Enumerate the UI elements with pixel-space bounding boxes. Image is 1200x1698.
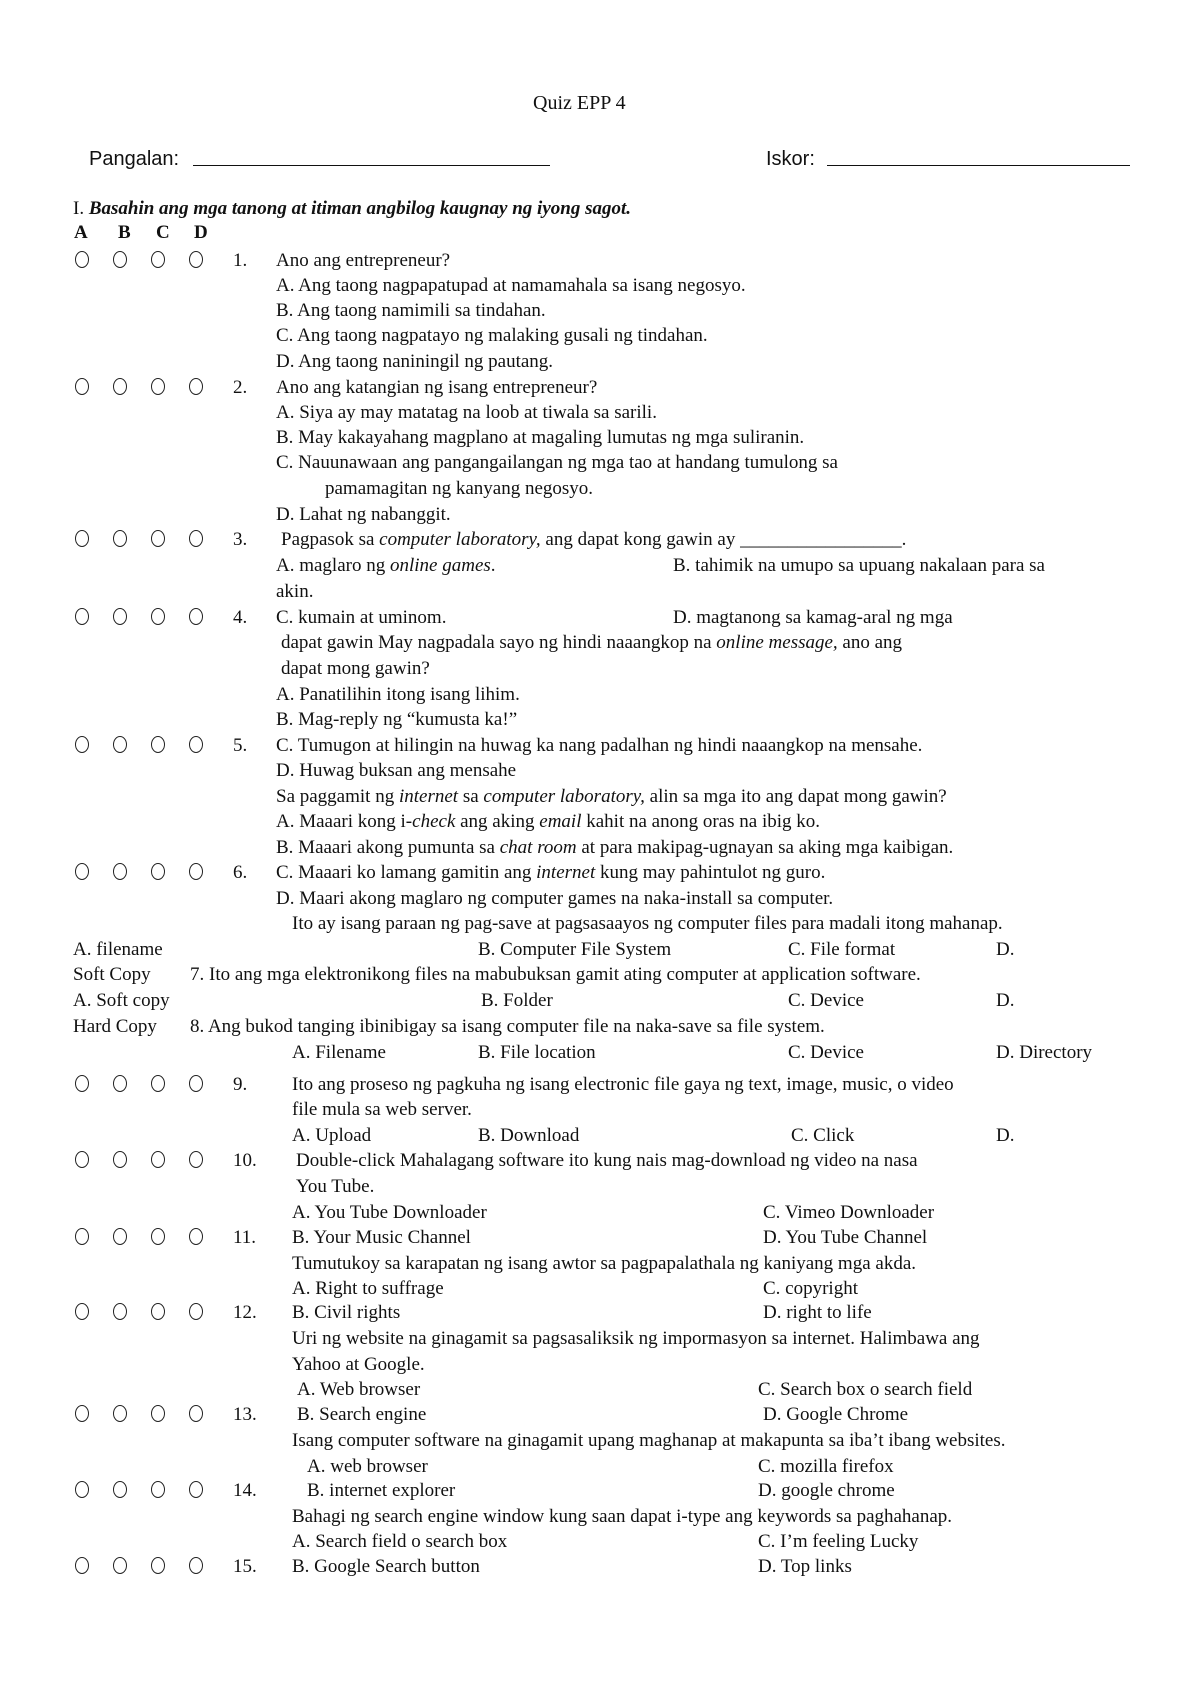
question-text: Bahagi ng search engine window kung saan dapat i-type ang keywords sa paghahanap. — [292, 1506, 953, 1527]
question-number: 12. — [233, 1302, 257, 1323]
answer-option: D. Directory — [996, 1042, 1093, 1063]
text-run-italic: computer laboratory, — [483, 786, 645, 807]
question-text: Ano ang katangian ng isang entrepreneur? — [276, 377, 598, 398]
answer-option — [276, 811, 820, 833]
answer-option: B. Download — [478, 1125, 580, 1146]
bubble-b[interactable] — [113, 608, 127, 625]
text-run-italic: email — [539, 811, 582, 832]
bubble-c[interactable] — [151, 1228, 165, 1245]
question-text-continued: Yahoo at Google. — [292, 1354, 425, 1375]
bubble-a[interactable] — [75, 1075, 89, 1092]
text-run: Pagpasok sa — [281, 529, 380, 550]
answer-option — [276, 837, 953, 859]
answer-option: A. Panatilihin itong isang lihim. — [276, 684, 520, 705]
bubble-d[interactable] — [189, 378, 203, 395]
answer-option: C. copyright — [763, 1278, 858, 1299]
bubble-c[interactable] — [151, 1557, 165, 1574]
answer-option: B. Folder — [481, 990, 553, 1011]
answer-option: A. Right to suffrage — [292, 1278, 444, 1299]
answer-option: D. You Tube Channel — [763, 1227, 928, 1248]
answer-option: A. Siya ay may matatag na loob at tiwala sa sarili. — [276, 402, 657, 423]
text-run: at para makipag-ugnayan sa aking mga kaibigan. — [576, 837, 954, 858]
question-number: 9. — [233, 1074, 248, 1095]
bubble-c[interactable] — [151, 736, 165, 753]
question-text: Uri ng website na ginagamit sa pagsasaliksik ng impormasyon sa internet. Halimbawa ang — [292, 1328, 980, 1349]
text-run: kung may pahintulot ng guro. — [595, 862, 826, 883]
bubble-d[interactable] — [189, 736, 203, 753]
answer-bubbles-1 — [75, 251, 227, 268]
answer-option: A. web browser — [307, 1456, 428, 1477]
text-run-italic: online message, — [716, 632, 838, 653]
text-run-italic: computer laboratory, — [379, 529, 541, 550]
answer-option: D. Lahat ng nabanggit. — [276, 504, 451, 525]
bubble-d[interactable] — [189, 1481, 203, 1498]
question-text: Ito ay isang paraan ng pag-save at pagsasaayos ng computer files para madali itong mahanap. — [292, 913, 1003, 934]
answer-option: B. Civil rights — [292, 1302, 401, 1323]
answer-option — [276, 862, 825, 884]
answer-bubbles-10 — [75, 1151, 227, 1168]
bubble-c[interactable] — [151, 1481, 165, 1498]
bubble-b[interactable] — [113, 736, 127, 753]
bubble-b[interactable] — [113, 1151, 127, 1168]
question-number: 4. — [233, 607, 248, 628]
column-header-d: D — [194, 222, 208, 243]
text-run: Sa paggamit ng — [276, 786, 399, 807]
answer-option: B. File location — [478, 1042, 596, 1063]
answer-option: A. Ang taong nagpapatupad at namamahala sa isang negosyo. — [276, 275, 746, 296]
text-run: ano ang — [837, 632, 903, 653]
text-run: ang aking — [455, 811, 540, 832]
answer-option: C. Click — [791, 1125, 855, 1146]
text-run: ang dapat kong gawin ay _________________. — [540, 529, 907, 550]
question-number: 3. — [233, 529, 248, 550]
answer-option: B. Computer File System — [478, 939, 672, 960]
bubble-b[interactable] — [113, 1557, 127, 1574]
question-text — [276, 786, 947, 808]
bubble-c[interactable] — [151, 1075, 165, 1092]
bubble-b[interactable] — [113, 1075, 127, 1092]
answer-bubbles-4 — [75, 608, 227, 625]
answer-option — [276, 555, 496, 577]
text-run: B. Maaari akong pumunta sa — [276, 837, 500, 858]
bubble-d[interactable] — [189, 530, 203, 547]
answer-bubbles-5 — [75, 736, 227, 753]
answer-option: C. Device — [788, 1042, 864, 1063]
answer-option: C. File format — [788, 939, 896, 960]
answer-option: A. Search field o search box — [292, 1531, 508, 1552]
question-text: Ito ang proseso ng pagkuha ng isang electronic file gaya ng text, image, music, o video — [292, 1074, 954, 1095]
score-label: Iskor: — [766, 148, 815, 170]
bubble-a[interactable] — [75, 1228, 89, 1245]
bubble-c[interactable] — [151, 1405, 165, 1422]
answer-option: A. filename — [73, 939, 163, 960]
bubble-d[interactable] — [189, 1405, 203, 1422]
question-text — [281, 632, 902, 654]
answer-option: B. Ang taong namimili sa tindahan. — [276, 300, 546, 321]
bubble-a[interactable] — [75, 1481, 89, 1498]
answer-bubbles-12 — [75, 1303, 227, 1320]
bubble-b[interactable] — [113, 863, 127, 880]
answer-bubbles-15 — [75, 1557, 227, 1574]
answer-bubbles-9 — [75, 1075, 227, 1092]
section-instruction: Basahin ang mga tanong at itiman angbilog kaugnay ng iyong sagot. — [88, 198, 631, 219]
answer-option: C. kumain at uminom. — [276, 607, 447, 628]
answer-option: D. Huwag buksan ang mensahe — [276, 760, 517, 781]
bubble-b[interactable] — [113, 1228, 127, 1245]
answer-option: C. Tumugon at hilingin na huwag ka nang padalhan ng hindi naaangkop na mensahe. — [276, 735, 923, 756]
answer-option: D. right to life — [763, 1302, 872, 1323]
answer-option: C. Nauunawaan ang pangangailangan ng mga tao at handang tumulong sa — [276, 452, 838, 473]
page-title: Quiz EPP 4 — [533, 92, 626, 114]
answer-option: C. Device — [788, 990, 864, 1011]
answer-option: B. internet explorer — [307, 1480, 456, 1501]
answer-option: B. Your Music Channel — [292, 1227, 471, 1248]
answer-option-continued: pamamagitan ng kanyang negosyo. — [325, 478, 594, 499]
bubble-a[interactable] — [75, 251, 89, 268]
overlapping-text: Hard Copy — [73, 1016, 157, 1037]
question-text-continued: You Tube. — [296, 1176, 375, 1197]
answer-option: D. Top links — [758, 1556, 852, 1577]
answer-option: C. Search box o search field — [758, 1379, 973, 1400]
text-run: dapat gawin May nagpadala sayo ng hindi naaangkop na — [281, 632, 717, 653]
question-number: 15. — [233, 1556, 257, 1577]
answer-option: A. Web browser — [297, 1379, 421, 1400]
question-number: 1. — [233, 250, 248, 271]
bubble-d[interactable] — [189, 1151, 203, 1168]
answer-option: D. Ang taong naniningil ng pautang. — [276, 351, 554, 372]
text-run-italic: internet — [536, 862, 596, 883]
bubble-c[interactable] — [151, 1151, 165, 1168]
bubble-d[interactable] — [189, 1228, 203, 1245]
question-number: 2. — [233, 377, 248, 398]
text-run: C. Maaari ko lamang gamitin ang — [276, 862, 537, 883]
section-heading — [73, 198, 631, 220]
bubble-c[interactable] — [151, 530, 165, 547]
text-run: kahit na anong oras na ibig ko. — [581, 811, 821, 832]
text-run-italic: chat room — [499, 837, 577, 858]
bubble-b[interactable] — [113, 378, 127, 395]
name-label: Pangalan: — [89, 148, 180, 170]
answer-option: D. magtanong sa kamag-aral ng mga — [673, 607, 953, 628]
answer-bubbles-3 — [75, 530, 227, 547]
answer-option: D. Maari akong maglaro ng computer games na naka-install sa computer. — [276, 888, 834, 909]
answer-option: B. May kakayahang magplano at magaling lumutas ng mga suliranin. — [276, 427, 805, 448]
question-number: 10. — [233, 1150, 257, 1171]
bubble-d[interactable] — [189, 1557, 203, 1574]
question-text: 8. Ang bukod tanging ibinibigay sa isang computer file na naka-save sa file system. — [190, 1016, 825, 1037]
column-header-a: A — [74, 222, 88, 243]
bubble-a[interactable] — [75, 530, 89, 547]
question-number: 6. — [233, 862, 248, 883]
question-text — [281, 529, 906, 551]
text-run-italic: online games — [389, 555, 491, 576]
answer-bubbles-13 — [75, 1405, 227, 1422]
bubble-c[interactable] — [151, 251, 165, 268]
text-run: . — [490, 555, 496, 576]
text-run: A. Maaari kong i- — [276, 811, 413, 832]
question-number: 11. — [233, 1227, 257, 1248]
bubble-c[interactable] — [151, 863, 165, 880]
bubble-a[interactable] — [75, 863, 89, 880]
bubble-c[interactable] — [151, 378, 165, 395]
bubble-b[interactable] — [113, 251, 127, 268]
answer-bubbles-2 — [75, 378, 227, 395]
question-text: 7. Ito ang mga elektronikong files na mabubuksan gamit ating computer at application software. — [190, 964, 921, 985]
bubble-d[interactable] — [189, 863, 203, 880]
answer-option: D. — [996, 990, 1015, 1011]
question-number: 5. — [233, 735, 248, 756]
bubble-b[interactable] — [113, 1303, 127, 1320]
answer-option: A. Filename — [292, 1042, 386, 1063]
answer-option: C. Ang taong nagpatayo ng malaking gusali ng tindahan. — [276, 325, 708, 346]
question-text: Tumutukoy sa karapatan ng isang awtor sa pagpapalathala ng kaniyang mga akda. — [292, 1253, 917, 1274]
bubble-c[interactable] — [151, 608, 165, 625]
answer-option: D. — [996, 1125, 1015, 1146]
bubble-d[interactable] — [189, 1303, 203, 1320]
text-run: alin sa mga ito ang dapat mong gawin? — [644, 786, 947, 807]
bubble-d[interactable] — [189, 1075, 203, 1092]
answer-option: C. I’m feeling Lucky — [758, 1531, 919, 1552]
section-roman: I. — [73, 198, 85, 219]
bubble-c[interactable] — [151, 1303, 165, 1320]
answer-bubbles-6 — [75, 863, 227, 880]
bubble-a[interactable] — [75, 608, 89, 625]
bubble-a[interactable] — [75, 1557, 89, 1574]
answer-option: C. Vimeo Downloader — [763, 1202, 935, 1223]
text-run-italic: check — [412, 811, 456, 832]
column-header-c: C — [156, 222, 170, 243]
column-header-b: B — [118, 222, 131, 243]
text-run-italic: internet — [398, 786, 459, 807]
answer-option: A. Upload — [292, 1125, 372, 1146]
bubble-b[interactable] — [113, 1405, 127, 1422]
answer-option: B. Mag-reply ng “kumusta ka!” — [276, 709, 518, 730]
bubble-a[interactable] — [75, 736, 89, 753]
answer-bubbles-11 — [75, 1228, 227, 1245]
question-number: 14. — [233, 1480, 257, 1501]
bubble-d[interactable] — [189, 251, 203, 268]
question-text: Isang computer software na ginagamit upang maghanap at makapunta sa iba’t ibang websites. — [292, 1430, 1006, 1451]
answer-option: A. Soft copy — [73, 990, 170, 1011]
bubble-b[interactable] — [113, 1481, 127, 1498]
answer-option-continued: akin. — [276, 581, 314, 602]
bubble-a[interactable] — [75, 1303, 89, 1320]
answer-option: B. Search engine — [297, 1404, 427, 1425]
question-text: Ano ang entrepreneur? — [276, 250, 451, 271]
answer-option: C. mozilla firefox — [758, 1456, 894, 1477]
answer-option: A. You Tube Downloader — [292, 1202, 487, 1223]
answer-option: B. tahimik na umupo sa upuang nakalaan para sa — [673, 555, 1045, 576]
bubble-a[interactable] — [75, 1151, 89, 1168]
name-field[interactable] — [193, 165, 550, 166]
answer-bubbles-14 — [75, 1481, 227, 1498]
overlapping-text: Soft Copy — [73, 964, 151, 985]
answer-option: D. Google Chrome — [763, 1404, 909, 1425]
answer-option: B. Google Search button — [292, 1556, 480, 1577]
answer-option: D. — [996, 939, 1015, 960]
question-text: Double-click Mahalagang software ito kung nais mag-download ng video na nasa — [296, 1150, 918, 1171]
text-run: A. maglaro ng — [276, 555, 390, 576]
bubble-a[interactable] — [75, 378, 89, 395]
text-run: sa — [458, 786, 484, 807]
bubble-a[interactable] — [75, 1405, 89, 1422]
question-text-continued: dapat mong gawin? — [281, 658, 430, 679]
question-text-continued: file mula sa web server. — [292, 1099, 472, 1120]
score-field[interactable] — [827, 165, 1130, 166]
bubble-b[interactable] — [113, 530, 127, 547]
question-number: 13. — [233, 1404, 257, 1425]
bubble-d[interactable] — [189, 608, 203, 625]
answer-option: D. google chrome — [758, 1480, 895, 1501]
